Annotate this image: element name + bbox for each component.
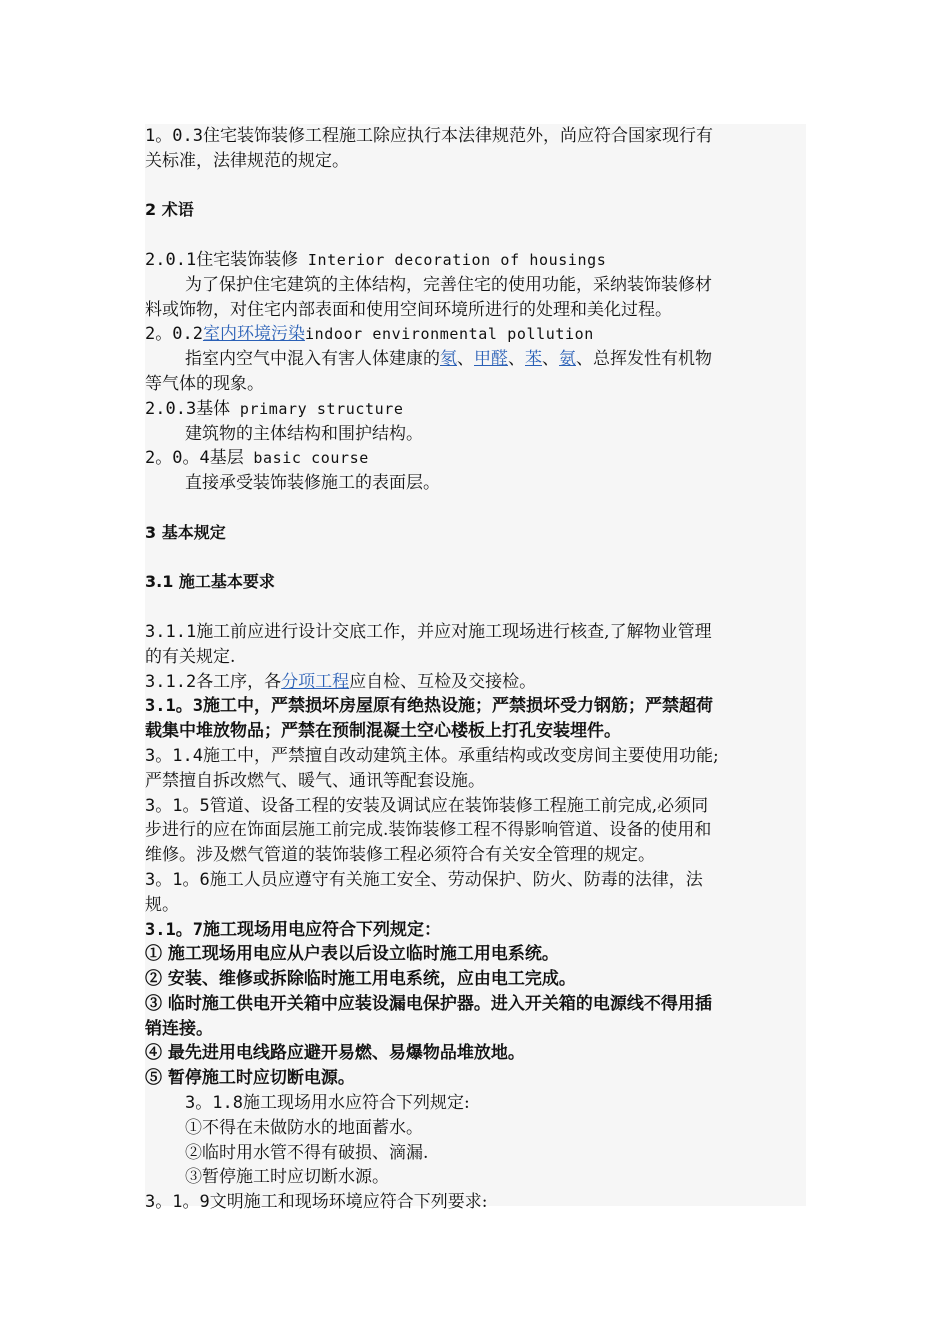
clause-number: 3。1。6 [145, 869, 210, 890]
rule-3-1-7-item: ④ 最先进用电线路应避开易燃、易爆物品堆放地。 [145, 1043, 525, 1064]
clause-text: 施工前应进行设计交底工作，并应对施工现场进行核查,了解物业管理 [196, 621, 712, 642]
clause-text: 文明施工和现场环境应符合下列要求: [209, 1192, 488, 1213]
rule-3-1-5-line-2: 步进行的应在饰面层施工前完成.装饰装修工程不得影响管道、设备的使用和 [145, 820, 712, 841]
rule-3-1-1-line-2: 的有关规定. [145, 646, 236, 667]
term-cn: 基体 [196, 398, 231, 419]
clause-1-0-3-line-1 [145, 124, 806, 149]
section-heading-2: 2 术语 [145, 200, 194, 220]
rule-3-1-4-line-2: 严禁擅自拆改燃气、暖气、通讯等配套设施。 [145, 770, 485, 791]
clause-number: 2.0.3 [145, 398, 197, 419]
term-en: indoor environmental pollution [304, 325, 594, 344]
clause-text: 施工人员应遵守有关施工安全、劳动保护、防火、防毒的法律，法 [209, 869, 703, 890]
definition-text: 、总挥发性有机物 [576, 349, 712, 370]
clause-number: 2。0.2 [145, 324, 203, 345]
term-2-0-1-def-line-1: 为了保护住宅建筑的主体结构，完善住宅的使用功能，采纳装饰装修材 [185, 274, 712, 295]
term-2-0-4-title [145, 446, 806, 471]
clause-text: 住宅装饰装修工程施工除应执行本法律规范外，尚应符合国家现行有 [202, 126, 713, 146]
term-2-0-2-def-line-2: 等气体的现象。 [145, 373, 264, 394]
term-2-0-2-title [145, 322, 806, 347]
clause-number: 3。1.8 [185, 1093, 243, 1114]
clause-number: 2。0。4 [145, 448, 210, 469]
rule-3-1-5-line-3: 维修。涉及燃气管道的装饰装修工程必须符合有关安全管理的规定。 [145, 845, 655, 866]
rule-3-1-7-item: 销连接。 [145, 1018, 213, 1039]
rule-3-1-4-line-1 [145, 744, 806, 769]
section-heading-3: 3 基本规定 [145, 522, 226, 542]
rule-3-1-6-line-2: 规。 [145, 894, 179, 915]
clause-text: 施工中，严禁损坏房屋原有绝热设施；严禁损坏受力钢筋；严禁超荷 [202, 696, 713, 717]
clause-text: 施工中，严禁擅自改动建筑主体。承重结构或改变房间主要使用功能; [202, 745, 719, 766]
radon-link[interactable]: 氡 [440, 349, 457, 370]
rule-3-1-7-item: ① 施工现场用电应从户表以后设立临时施工用电系统。 [145, 944, 559, 965]
clause-number: 2.0.1 [145, 249, 197, 270]
term-2-0-3-title [145, 397, 806, 422]
rule-3-1-6-line-1 [145, 868, 806, 893]
clause-1-0-3-line-2: 关标准，法律规范的规定。 [145, 150, 349, 171]
term-cn: 基层 [209, 448, 244, 469]
term-en: primary structure [230, 399, 404, 418]
rule-3-1-7-title [145, 918, 806, 943]
rule-3-1-8-title [145, 1091, 806, 1116]
rule-3-1-3-line-1 [145, 694, 806, 719]
rule-3-1-7-item: ③ 临时施工供电开关箱中应装设漏电保护器。进入开关箱的电源线不得用插 [145, 993, 712, 1014]
term-2-0-4-def: 直接承受装饰装修施工的表面层。 [185, 473, 440, 494]
clause-text: 管道、设备工程的安装及调试应在装饰装修工程施工前完成,必须同 [209, 795, 709, 816]
clause-text: 应自检、互检及交接检。 [349, 671, 537, 692]
term-2-0-1-title [145, 248, 806, 273]
benzene-link[interactable]: 苯 [525, 349, 542, 370]
clause-number: 3。1。9 [145, 1192, 210, 1213]
rule-3-1-7-item: ⑤ 暂停施工时应切断电源。 [145, 1068, 355, 1089]
term-en: Interior decoration of housings [298, 250, 607, 269]
term-2-0-2-def-line-1 [145, 347, 806, 372]
separator: 、 [457, 349, 474, 370]
document-body [145, 124, 806, 1213]
clause-number: 3.1。3 [145, 696, 203, 717]
rule-3-1-3-line-2: 载集中堆放物品；严禁在预制混凝土空心楼板上打孔安装埋件。 [145, 721, 621, 742]
section-heading-3-1: 3.1 施工基本要求 [145, 572, 275, 592]
clause-number: 3。1.4 [145, 745, 203, 766]
definition-text: 指室内空气中混入有害人体建康的 [185, 349, 440, 370]
rule-3-1-8-item: ③暂停施工时应切断水源。 [185, 1167, 389, 1188]
term-2-0-3-def: 建筑物的主体结构和围护结构。 [185, 423, 423, 444]
term-en: basic course [243, 449, 369, 468]
rule-3-1-8-item: ①不得在未做防水的地面蓄水。 [185, 1117, 423, 1138]
clause-number: 3.1。7 [145, 919, 203, 940]
rule-3-1-2 [145, 670, 806, 695]
clause-number: 3.1.1 [145, 621, 197, 642]
sub-item-project-link[interactable]: 分项工程 [281, 671, 350, 692]
clause-text: 施工现场用电应符合下列规定： [202, 919, 441, 940]
rule-3-1-1-line-1 [145, 620, 806, 645]
rule-3-1-8-item: ②临时用水管不得有破损、滴漏. [185, 1142, 429, 1163]
ammonia-link[interactable]: 氨 [559, 349, 576, 370]
clause-text: 各工序，各 [196, 671, 282, 692]
indoor-pollution-link[interactable]: 室内环境污染 [202, 324, 305, 345]
clause-text: 施工现场用水应符合下列规定: [242, 1093, 470, 1114]
separator: 、 [542, 349, 559, 370]
rule-3-1-9-title [145, 1190, 806, 1215]
clause-number: 3.1.2 [145, 671, 197, 692]
term-cn: 住宅装饰装修 [196, 249, 299, 270]
separator: 、 [508, 349, 525, 370]
clause-number: 3。1。5 [145, 795, 210, 816]
clause-number: 1。0.3 [145, 126, 203, 146]
term-2-0-1-def-line-2: 料或饰物，对住宅内部表面和使用空间环境所进行的处理和美化过程。 [145, 299, 672, 320]
formaldehyde-link[interactable]: 甲醛 [474, 349, 508, 370]
rule-3-1-5-line-1 [145, 794, 806, 819]
rule-3-1-7-item: ② 安装、维修或拆除临时施工用电系统，应由电工完成。 [145, 969, 576, 990]
